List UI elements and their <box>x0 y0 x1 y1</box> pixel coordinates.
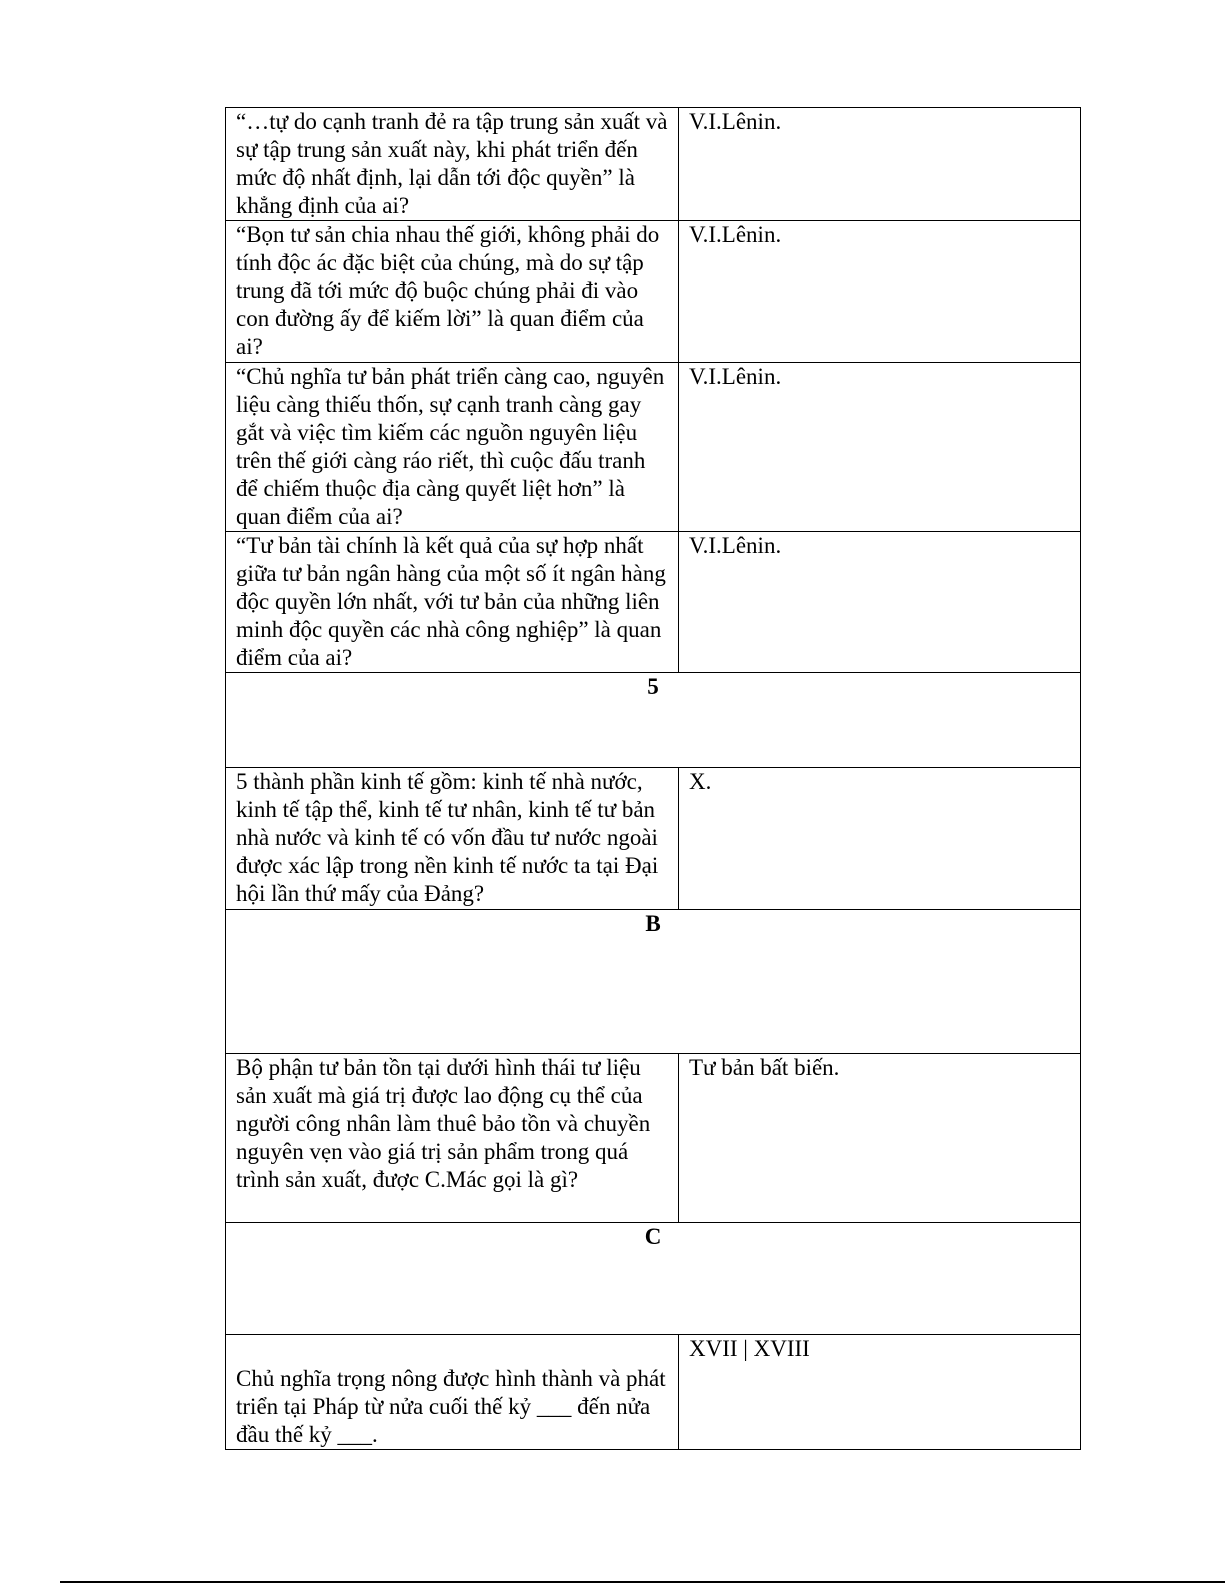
section-heading-row <box>226 910 1081 1054</box>
answer-cell: X. <box>679 768 1081 910</box>
question-cell: “Chủ nghĩa tư bản phát triển càng cao, nguyên liệu càng thiếu thốn, sự cạnh tranh càng gay gắt và việc tìm kiếm các nguồn nguyên liệu trên thế giới càng ráo riết, thì cuộc đấu tranh để chiếm thuộc địa càng quyết liệt hơn” là quan điểm của ai? <box>226 363 679 532</box>
answer-cell: Tư bản bất biến. <box>679 1054 1081 1223</box>
answer-cell: V.I.Lênin. <box>679 221 1081 363</box>
question-cell: 5 thành phần kinh tế gồm: kinh tế nhà nước, kinh tế tập thể, kinh tế tư nhân, kinh tế tư bản nhà nước và kinh tế có vốn đầu tư nước ngoài được xác lập trong nền kinh tế nước ta tại Đại hội lần thứ mấy của Đảng? <box>226 768 679 910</box>
qa-table <box>225 107 1081 1450</box>
section-heading: 5 <box>226 673 1081 768</box>
answer-cell: XVII | XVIII <box>679 1335 1081 1450</box>
table-row <box>226 1054 1081 1223</box>
question-cell <box>226 1335 679 1450</box>
section-heading: B <box>226 910 1081 1054</box>
answer-cell: V.I.Lênin. <box>679 363 1081 532</box>
question-text: Chủ nghĩa trọng nông được hình thành và phát triển tại Pháp từ nửa cuối thế kỷ ___ đến nửa đầu thế kỷ ___. <box>236 1366 666 1447</box>
table-row <box>226 1335 1081 1450</box>
table-row <box>226 532 1081 673</box>
table-row <box>226 221 1081 363</box>
section-heading-row <box>226 1223 1081 1335</box>
section-heading: C <box>226 1223 1081 1335</box>
table-row <box>226 108 1081 221</box>
table-row <box>226 363 1081 532</box>
answer-cell: V.I.Lênin. <box>679 532 1081 673</box>
table-row <box>226 768 1081 910</box>
question-cell: Bộ phận tư bản tồn tại dưới hình thái tư liệu sản xuất mà giá trị được lao động cụ thể của người công nhân làm thuê bảo tồn và chuyền nguyên vẹn vào giá trị sản phẩm trong quá trình sản xuất, được C.Mác gọi là gì? <box>226 1054 679 1223</box>
section-heading-row <box>226 673 1081 768</box>
question-cell: “Bọn tư sản chia nhau thế giới, không phải do tính độc ác đặc biệt của chúng, mà do sự tập trung đã tới mức độ buộc chúng phải đi vào con đường ấy để kiếm lời” là quan điểm của ai? <box>226 221 679 363</box>
page-bottom-divider <box>60 1581 1225 1583</box>
answer-cell: V.I.Lênin. <box>679 108 1081 221</box>
question-cell: “…tự do cạnh tranh đẻ ra tập trung sản xuất và sự tập trung sản xuất này, khi phát triển đến mức độ nhất định, lại dẫn tới độc quyền” là khẳng định của ai? <box>226 108 679 221</box>
question-cell: “Tư bản tài chính là kết quả của sự hợp nhất giữa tư bản ngân hàng của một số ít ngân hàng độc quyền lớn nhất, với tư bản của những liên minh độc quyền các nhà công nghiệp” là quan điểm của ai? <box>226 532 679 673</box>
